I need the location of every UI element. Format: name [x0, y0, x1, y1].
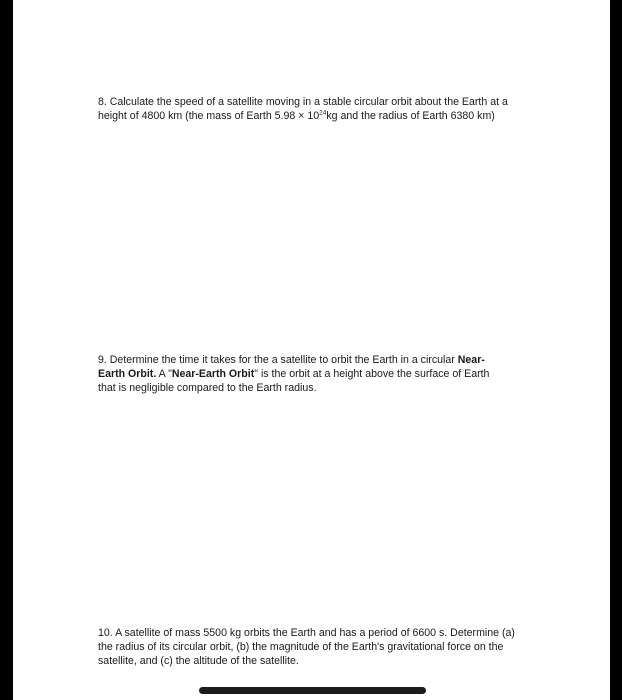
question-9-text-part1: 9. Determine the time it takes for the a satellite to orbit the Earth in a circular	[98, 354, 458, 366]
question-8-text-end: kg and the radius of Earth 6380 km)	[326, 110, 495, 122]
question-9-text-part2: A "	[156, 368, 172, 380]
question-10	[98, 626, 518, 668]
question-9-bold-term: Near-Earth Orbit.	[98, 354, 485, 380]
question-9-bold-quote: Near-Earth Orbit	[171, 368, 255, 380]
question-10-text: 10. A satellite of mass 5500 kg orbits the Earth and has a period of 6600 s. Determine (a) the radius of its circular orbit, (b) the magnitude of the Earth's gravitational force on the satellite, and (c) the altitude of the satellite.	[98, 627, 515, 667]
home-indicator[interactable]	[199, 687, 426, 694]
question-9	[98, 353, 510, 395]
question-8-exponent: 24	[319, 109, 327, 117]
question-8	[98, 95, 510, 123]
question-9-text-part3: " is the orbit at a height above the surface of Earth that is negligible compared to the Earth radius.	[98, 368, 490, 394]
question-8-text: 8. Calculate the speed of a satellite moving in a stable circular orbit about the Earth at a height of 4800 km (the mass of Earth 5.98 × 10	[98, 96, 508, 122]
